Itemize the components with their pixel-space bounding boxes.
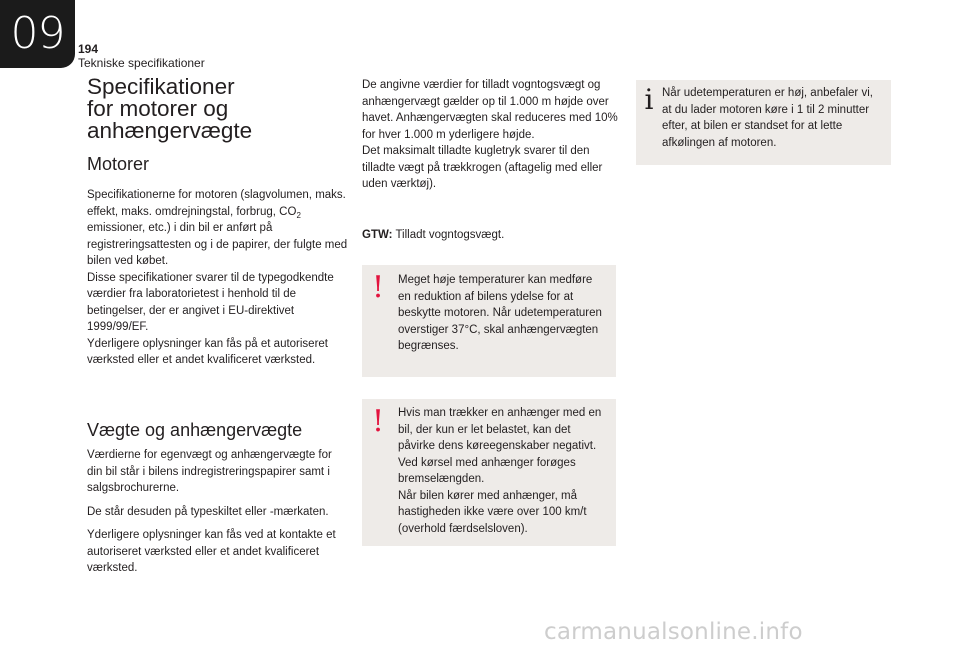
warning-text-temperature: Meget høje temperaturer kan medføre en reduktion af bilens ydelse for at beskytte motoren. Når udetemperaturen overstiger 37°C, skal anhængervægten begrænses.: [398, 274, 602, 352]
page-title-line-2: for motorer og: [87, 96, 229, 121]
warning-text-trailer-1: Hvis man trækker en anhænger med en bil, der kun er let belastet, kan det påvirke dens køreegenskaber negativt.: [398, 407, 602, 452]
warning-icon: !: [371, 404, 385, 439]
motors-paragraph-3: Yderligere oplysninger kan fås på et autoriseret værksted eller et andet kvalificeret værksted.: [87, 337, 329, 366]
motors-heading: Motorer: [87, 154, 150, 174]
weights-paragraph-1: Værdierne for egenvægt og anhængervægte for din bil står i bilens indregistreringspapirer samt i salgsbrochurerne.: [87, 449, 332, 494]
section-title: Tekniske specifikationer: [78, 56, 205, 70]
chapter-tab: 09: [0, 0, 75, 68]
weights-heading: Vægte og anhængervægte: [87, 420, 303, 440]
left-column-weights: [87, 447, 349, 577]
motors-paragraph-1-text-b: emissioner, etc.) i din bil er anført på registreringsattesten og i de papirer, der fulgte med bilen ved købet.: [87, 222, 348, 267]
warning-text-trailer-2: Ved kørsel med anhænger forøges bremselængden.: [398, 456, 576, 485]
page-number: 194: [78, 42, 99, 56]
weights-paragraph-2: De står desuden på typeskiltet eller -mærkaten.: [87, 505, 329, 518]
warning-text-trailer-3: Når bilen kører med anhænger, må hastigheden ikke være over 100 km/t (overhold færdselsloven).: [398, 489, 587, 535]
noseweight-paragraph: Det maksimalt tilladte kugletryk svarer til den tilladte vægt på trækkrogen (aftagelig med eller uden værktøj).: [362, 145, 603, 190]
motors-paragraph-1-text-a: Specifikationerne for motoren (slagvolumen, maks. effekt, maks. omdrejningstal, forbrug, CO: [87, 189, 346, 218]
warning-icon: !: [371, 270, 385, 305]
watermark: carmanualsonline.info: [544, 619, 803, 645]
page-title-line-1: Specifikationer: [87, 74, 235, 99]
warning-box-temperature: [362, 265, 616, 377]
warning-box-trailer: [362, 399, 616, 546]
co2-subscript: 2: [296, 210, 301, 220]
motors-paragraph-1: [87, 187, 349, 270]
info-box-cooling: [636, 80, 891, 165]
gtw-label: GTW:: [362, 229, 393, 241]
middle-column: [362, 77, 618, 193]
gtw-text: Tilladt vogntogsvægt.: [392, 229, 505, 241]
info-icon: i: [644, 83, 654, 116]
altitude-paragraph: De angivne værdier for tilladt vogntogsvægt og anhængervægt gælder op til 1.000 m højde over havet. Anhængervægten skal reduceres med 10% for hver 1.000 m yderligere højde.: [362, 79, 618, 141]
left-column-motors: [87, 76, 349, 369]
motors-paragraph-2: Disse specifikationer svarer til de typegodkendte værdier fra laboratorietest i henhold til de betingelser, der er angivet i EU-direktivet 1999/99/EF.: [87, 271, 334, 333]
weights-paragraph-3: Yderligere oplysninger kan fås ved at kontakte et autoriseret værksted eller et andet kvalificeret værksted.: [87, 529, 336, 574]
page-title-line-3: anhængervægte: [87, 118, 253, 143]
gtw-definition: [362, 227, 504, 243]
info-text-cooling: Når udetemperaturen er høj, anbefaler vi, at du lader motoren køre i 1 til 2 minutter efter, at bilen er standset for at lette afkølingen af motoren.: [662, 87, 873, 149]
page-title: [87, 76, 349, 142]
